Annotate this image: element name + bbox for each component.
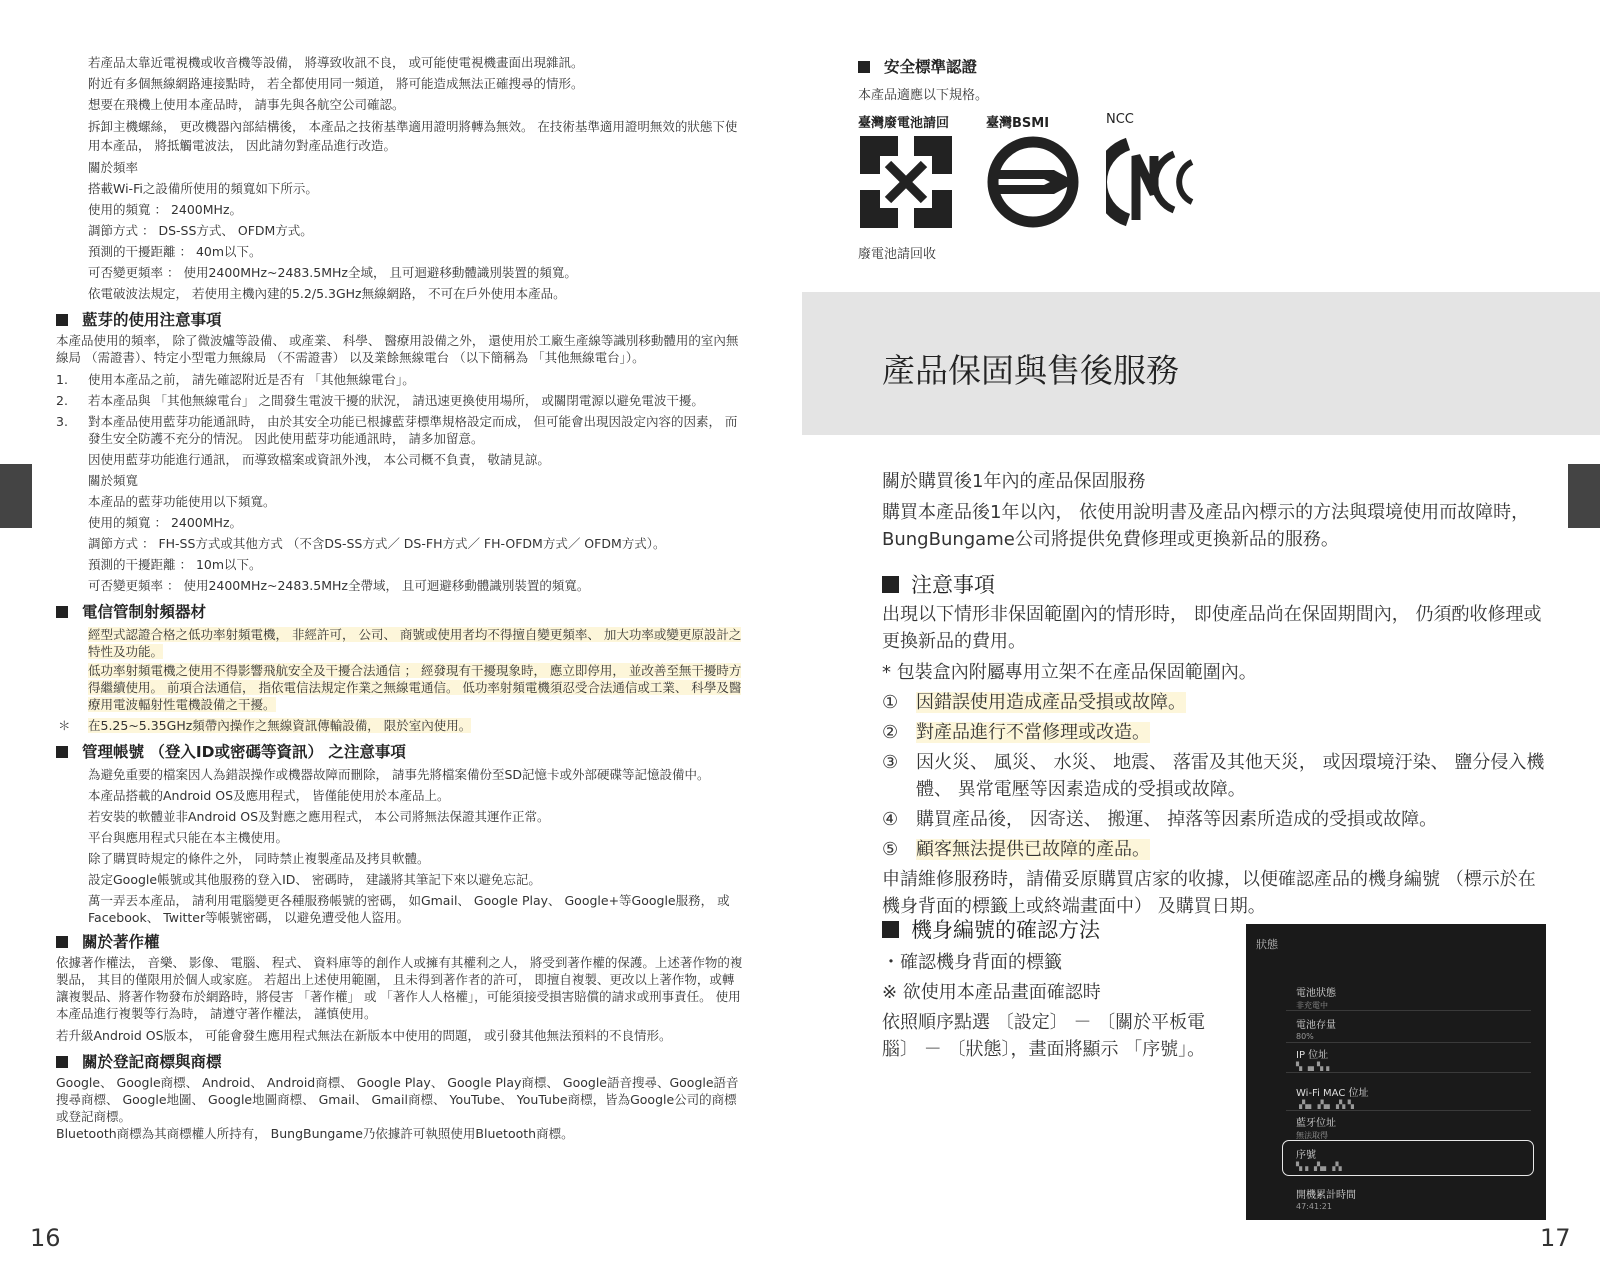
- trademark-para: Google、 Google商標、 Android、 Android商標、 Google Play、 Google Play商標、 Google語音搜尋、Google語音搜尋商標、 Google地圖、 Google地圖商標、 Gmail、 Gmail商標、 YouTube、 YouTube商標，皆為Google公司的商標或登記商標。: [56, 1075, 739, 1124]
- status-divider: [1286, 1010, 1531, 1011]
- list-item: ⑤ 顧客無法提供已故障的產品。: [882, 839, 1150, 860]
- account-line: 萬一弄丟本產品， 請利用電腦變更各種服務帳號的密碼， 如Gmail、 Google Play、 Google+等Google服務， 或Facebook、 Twitter等帳號密碼， 以避免遭受他人盜用。: [88, 893, 730, 925]
- square-bullet-icon: [858, 61, 870, 73]
- telecom-para: 低功率射頻電機之使用不得影響飛航安全及干擾合法通信 ； 經發現有干擾現象時， 應立即停用， 並改善至無干擾時方得繼續使用。 前項合法通信， 指依電信法規定作業之無線電通信。 低功率射頻電機須忍受合法通信或工業、 科學及醫療用電波輻射性電機設備之干擾。: [88, 663, 742, 712]
- warranty-section: [882, 468, 1547, 920]
- telecom-heading: 電信管制射頻器材: [56, 600, 746, 624]
- ncc-icon: [1106, 134, 1200, 230]
- intro-line: 關於頻率: [88, 160, 139, 175]
- intro-line: 預測的干擾距離 ： 40m以下。: [88, 244, 262, 259]
- bluetooth-line: 使用的頻寬 ： 2400MHz。: [88, 515, 243, 530]
- intro-line: 想要在飛機上使用本產品時， 請事先與各航空公司確認。: [88, 97, 405, 112]
- bsmi-icon: [984, 134, 1082, 230]
- certification-subtitle: 本產品適應以下規格。: [858, 88, 989, 103]
- account-line: 平台與應用程式只能在本主機使用。: [88, 830, 289, 845]
- intro-line: 附近有多個無線網路連接點時， 若全都使用同一頻道， 將可能造成無法正確搜尋的情形。: [88, 76, 584, 91]
- trademark-para: Bluetooth商標為其商標權人所持有， BungBungame乃依據許可執照使用Bluetooth商標。: [56, 1126, 574, 1141]
- copyright-para: 依據著作權法， 音樂、 影像、 電腦、 程式、 資料庫等的創作人或擁有其權利之人， 將受到著作權的保護。上述著作物的複製品， 其目的僅限用於個人或家庭。 若超出上述使用範圍， 且未得到著作者的許可， 即擅自複製、更改以上著作物，或轉讓複製品、將著作物發布於網路時，將侵害 「著作權」 或 「著作人人格權」，可能須接受損害賠償的請求或刑事責任。 使用本產品進行複製等行為時， 請遵守著作權法， 謹慎使用。: [56, 955, 743, 1021]
- intro-line: 依電破波法規定， 若使用主機內建的5.2/5.3GHz無線網路， 不可在戶外使用本產品。: [88, 286, 566, 301]
- bluetooth-line: 本產品的藍芽功能使用以下頻寬。: [88, 494, 276, 509]
- status-item: 電池存量 80%: [1296, 1020, 1336, 1041]
- square-bullet-icon: [882, 576, 899, 593]
- page-number-left: 16: [30, 1224, 61, 1252]
- status-item: 電池狀態 非充電中: [1296, 988, 1336, 1010]
- telecom-note: ＊ 在5.25~5.35GHz頻帶內操作之無線資訊傳輸設備， 限於室內使用。: [58, 718, 472, 733]
- page-title: 產品保固與售後服務: [882, 351, 1179, 390]
- bluetooth-line: 因使用藍芽功能進行通訊， 而導致檔案或資訊外洩， 本公司概不負責， 敬請見諒。: [88, 452, 550, 467]
- status-item: IP 位址 ▚ ▗▖▚▗: [1296, 1050, 1330, 1071]
- list-item: ② 對產品進行不當修理或改造。: [882, 722, 1150, 743]
- list-item: ③ 因火災、 風災、 水災、 地震、 落雷及其他天災， 或因環境汙染、 鹽分侵入機體、 異常電壓等因素造成的受損或故障。: [882, 752, 1545, 800]
- account-line: 為避免重要的檔案因人為錯誤操作或機器故障而刪除， 請事先將檔案備份至SD記憶卡或外部硬碟等記憶設備中。: [88, 767, 710, 782]
- left-page-content: [56, 52, 746, 1142]
- square-bullet-icon: [56, 314, 68, 326]
- status-item: Wi-Fi MAC 位址 ▗▚▖▗▚▖▗▚ ▚: [1296, 1088, 1369, 1109]
- bluetooth-line: 可否變更頻率 ： 使用2400MHz~2483.5MHz全帶域， 且可迴避移動體識別裝置的頻寬。: [88, 578, 590, 593]
- list-item: 3. 對本產品使用藍芽功能通訊時， 由於其安全功能已根據藍芽標準規格設定而成， 但可能會出現因設定內容的因素， 而發生安全防護不充分的情況。 因此使用藍芽功能通訊時， 請多加留意。: [56, 414, 738, 446]
- account-heading: 管理帳號 （登入ID或密碼等資訊） 之注意事項: [56, 740, 746, 764]
- cert-label-recycle: 臺灣廢電池請回: [858, 116, 950, 131]
- bluetooth-line: 預測的干擾距離 ： 10m以下。: [88, 557, 262, 572]
- status-item: 開機累計時間 47:41:21: [1296, 1190, 1356, 1211]
- status-screen-title: 狀態: [1256, 938, 1278, 951]
- account-line: 若安裝的軟體並非Android OS及對應之應用程式， 本公司將無法保證其運作正常。: [88, 809, 550, 824]
- list-item: 2. 若本產品與 「其他無線電台」 之間發生電波干擾的狀況， 請迅速更換使用場所， 或關閉電源以避免電波干擾。: [56, 393, 704, 408]
- status-divider: [1286, 1042, 1531, 1043]
- status-item-serial: 序號 ▚▗ ▗▚▖▗▚: [1296, 1150, 1342, 1171]
- recycle-caption: 廢電池請回收: [858, 247, 937, 262]
- intro-line: 可否變更頻率 ： 使用2400MHz~2483.5MHz全域， 且可迴避移動體識別裝置的頻寬。: [88, 265, 577, 280]
- list-item: ① 因錯誤使用造成產品受損或故障。: [882, 692, 1186, 713]
- status-item: 藍牙位址 無法取得: [1296, 1118, 1336, 1140]
- intro-line: 使用的頻寬 ： 2400MHz。: [88, 202, 243, 217]
- cert-label-ncc: NCC: [1106, 112, 1134, 127]
- left-side-tab: [0, 464, 32, 528]
- warranty-text: 購買本產品後1年以內， 依使用說明書及產品內標示的方法與環境使用而故障時， BungBungame公司將提供免費修理或更換新品的服務。: [882, 502, 1530, 550]
- serial-on-screen: ※ 欲使用本產品畫面確認時: [882, 982, 1101, 1003]
- serial-section: [882, 914, 1232, 1063]
- warranty-title: 關於購買後1年內的產品保固服務: [882, 471, 1146, 492]
- cert-label-bsmi: 臺灣BSMI: [986, 116, 1050, 131]
- square-bullet-icon: [56, 746, 68, 758]
- list-item: 1. 使用本產品之前， 請先確認附近是否有 「其他無線電台」。: [56, 372, 415, 387]
- certification-heading: 安全標準認證: [858, 55, 977, 77]
- copyright-heading: 關於著作權: [56, 930, 746, 954]
- service-note: 申請維修服務時，請備妥原購買店家的收據，以便確認產品的機身編號 （標示於在機身背面的標籤上或終端畫面中） 及購買日期。: [882, 869, 1536, 917]
- status-screenshot: [1246, 924, 1546, 1220]
- intro-line: 搭載Wi-Fi之設備所使用的頻寬如下所示。: [88, 181, 318, 196]
- serial-steps: 依照順序點選 〔設定〕 － 〔關於平板電腦〕 － 〔狀態〕，畫面將顯示 「序號」。: [882, 1012, 1206, 1060]
- intro-line: 調節方式 ： DS-SS方式、 OFDM方式。: [88, 223, 313, 238]
- list-item: ④ 購買產品後， 因寄送、 搬運、 掉落等因素所造成的受損或故障。: [882, 809, 1438, 830]
- account-line: 除了購買時規定的條件之外， 同時禁止複製產品及拷貝軟體。: [88, 851, 430, 866]
- status-divider: [1286, 1110, 1531, 1111]
- square-bullet-icon: [56, 936, 68, 948]
- copyright-para: 若升級Android OS版本， 可能會發生應用程式無法在新版本中使用的問題， 或引發其他無法預料的不良情形。: [56, 1028, 672, 1043]
- bluetooth-heading: 藍芽的使用注意事項: [56, 308, 746, 332]
- bluetooth-line: 調節方式 ： FH-SS方式或其他方式 （不含DS-SS方式／ DS-FH方式／ FH-OFDM方式／ OFDM方式）。: [88, 536, 666, 551]
- notes-intro: 出現以下情形非保固範圍內的情形時， 即使產品尚在保固期間內， 仍須酌收修理或更換新品的費用。: [882, 604, 1542, 652]
- intro-line: 若產品太靠近電視機或收音機等設備， 將導致收訊不良， 或可能使電視機畫面出現雜訊。: [88, 55, 584, 70]
- account-line: 本產品搭載的Android OS及應用程式， 皆僅能使用於本產品上。: [88, 788, 450, 803]
- serial-heading: 機身編號的確認方法: [882, 914, 1232, 946]
- page-number-right: 17: [1540, 1224, 1571, 1252]
- telecom-para: 經型式認證合格之低功率射頻電機， 非經許可， 公司、 商號或使用者均不得擅自變更頻率、 加大功率或變更原設計之特性及功能。: [88, 627, 742, 659]
- trademark-heading: 關於登記商標與商標: [56, 1050, 746, 1074]
- square-bullet-icon: [882, 921, 899, 938]
- serial-check-back: ・確認機身背面的標籤: [882, 952, 1062, 973]
- bluetooth-intro: 本產品使用的頻率， 除了微波爐等設備、 或產業、 科學、 醫療用設備之外， 還使用於工廠生產線等識別移動體用的室內無線局 （需證書）、特定小型電力無線局 （不需證書） 以及業餘無線電台 （以下簡稱為 「其他無線電台」）。: [56, 333, 739, 365]
- right-side-tab: [1568, 464, 1600, 528]
- bluetooth-line: 關於頻寬: [88, 473, 139, 488]
- square-bullet-icon: [56, 606, 68, 618]
- account-line: 設定Google帳號或其他服務的登入ID、 密碼時， 建議將其筆記下來以避免忘記。: [88, 872, 541, 887]
- recycle-icon: [858, 134, 954, 230]
- status-divider: [1286, 1072, 1531, 1073]
- notes-heading: 注意事項: [882, 569, 1547, 601]
- square-bullet-icon: [56, 1056, 68, 1068]
- intro-line: 拆卸主機螺絲， 更改機器內部結構後， 本產品之技術基準適用證明將轉為無效。 在技術基準適用證明無效的狀態下使用本產品， 將抵觸電波法， 因此請勿對產品進行改造。: [88, 119, 738, 153]
- notes-star-note: * 包裝盒內附屬專用立架不在產品保固範圍內。: [882, 662, 1257, 683]
